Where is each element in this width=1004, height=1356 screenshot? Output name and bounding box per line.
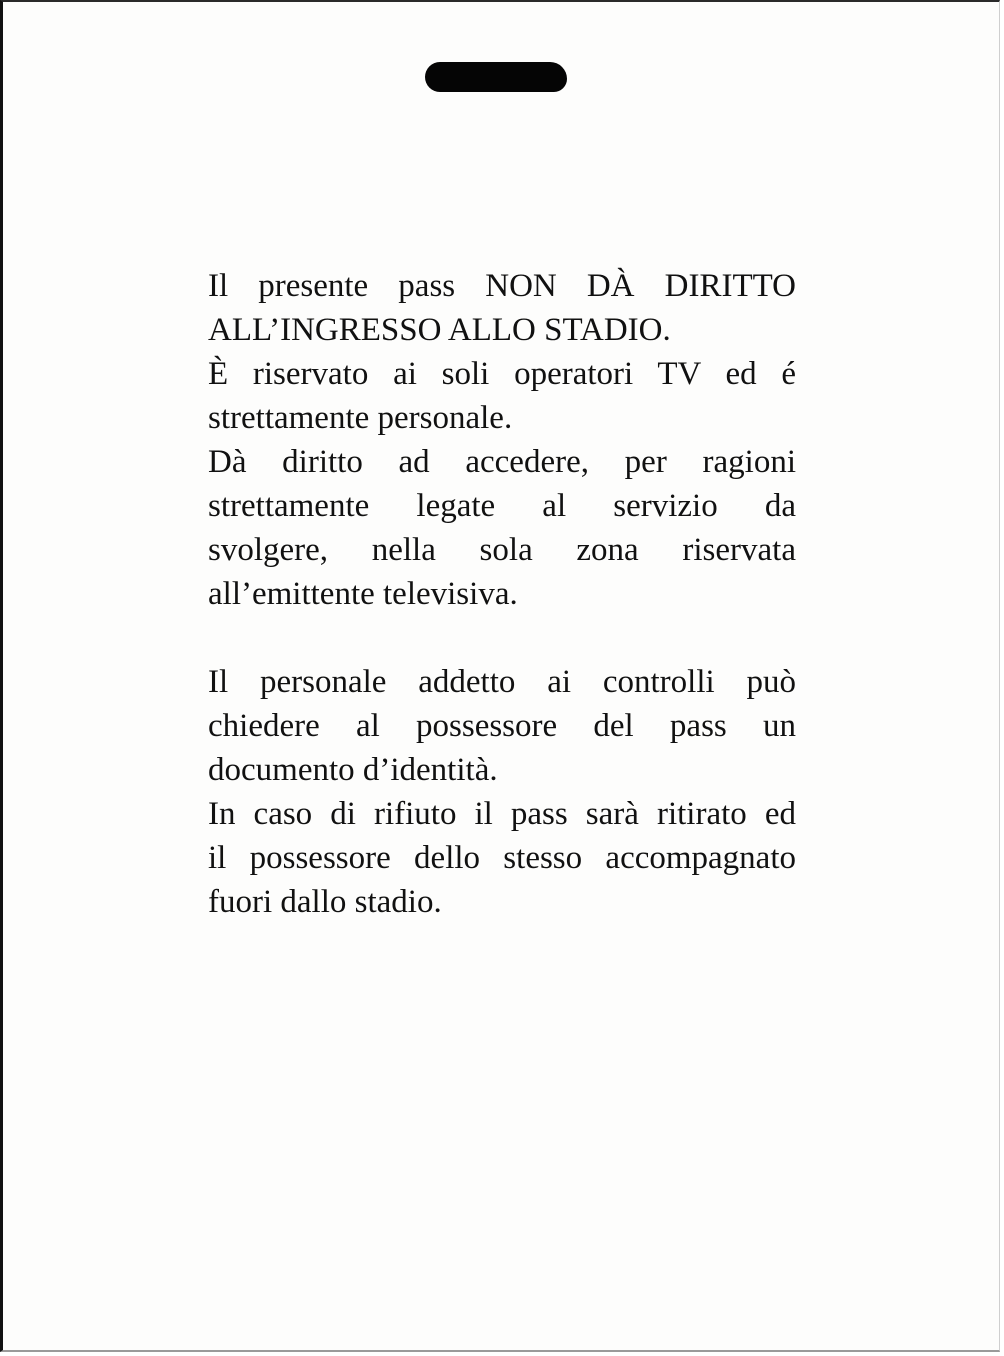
text-line: chiedere al possessore del pass un [208,708,796,744]
text-line: È riservato ai soli operatori TV ed é [208,356,796,392]
text-line: Il personale addetto ai controlli può [208,664,796,700]
paragraph-access [208,264,796,616]
text-line: Il presente pass NON DÀ DIRITTO [208,268,796,304]
lanyard-slot [425,62,567,92]
text-line: svolgere, nella sola zona riservata [208,532,796,568]
text-line: documento d’identità. [208,752,498,788]
paragraph-controls [208,660,796,924]
text-line: all’emittente televisiva. [208,576,518,612]
text-line: In caso di rifiuto il pass sarà ritirato ed [208,796,796,832]
text-line: strettamente personale. [208,400,513,436]
text-line: ALL’INGRESSO ALLO STADIO. [208,312,671,348]
text-line: Dà diritto ad accedere, per ragioni [208,444,796,480]
text-line: fuori dallo stadio. [208,884,442,920]
text-line: strettamente legate al servizio da [208,488,796,524]
pass-terms [208,264,796,924]
paragraph-gap [208,616,796,660]
text-line: il possessore dello stesso accompagnato [208,840,796,876]
